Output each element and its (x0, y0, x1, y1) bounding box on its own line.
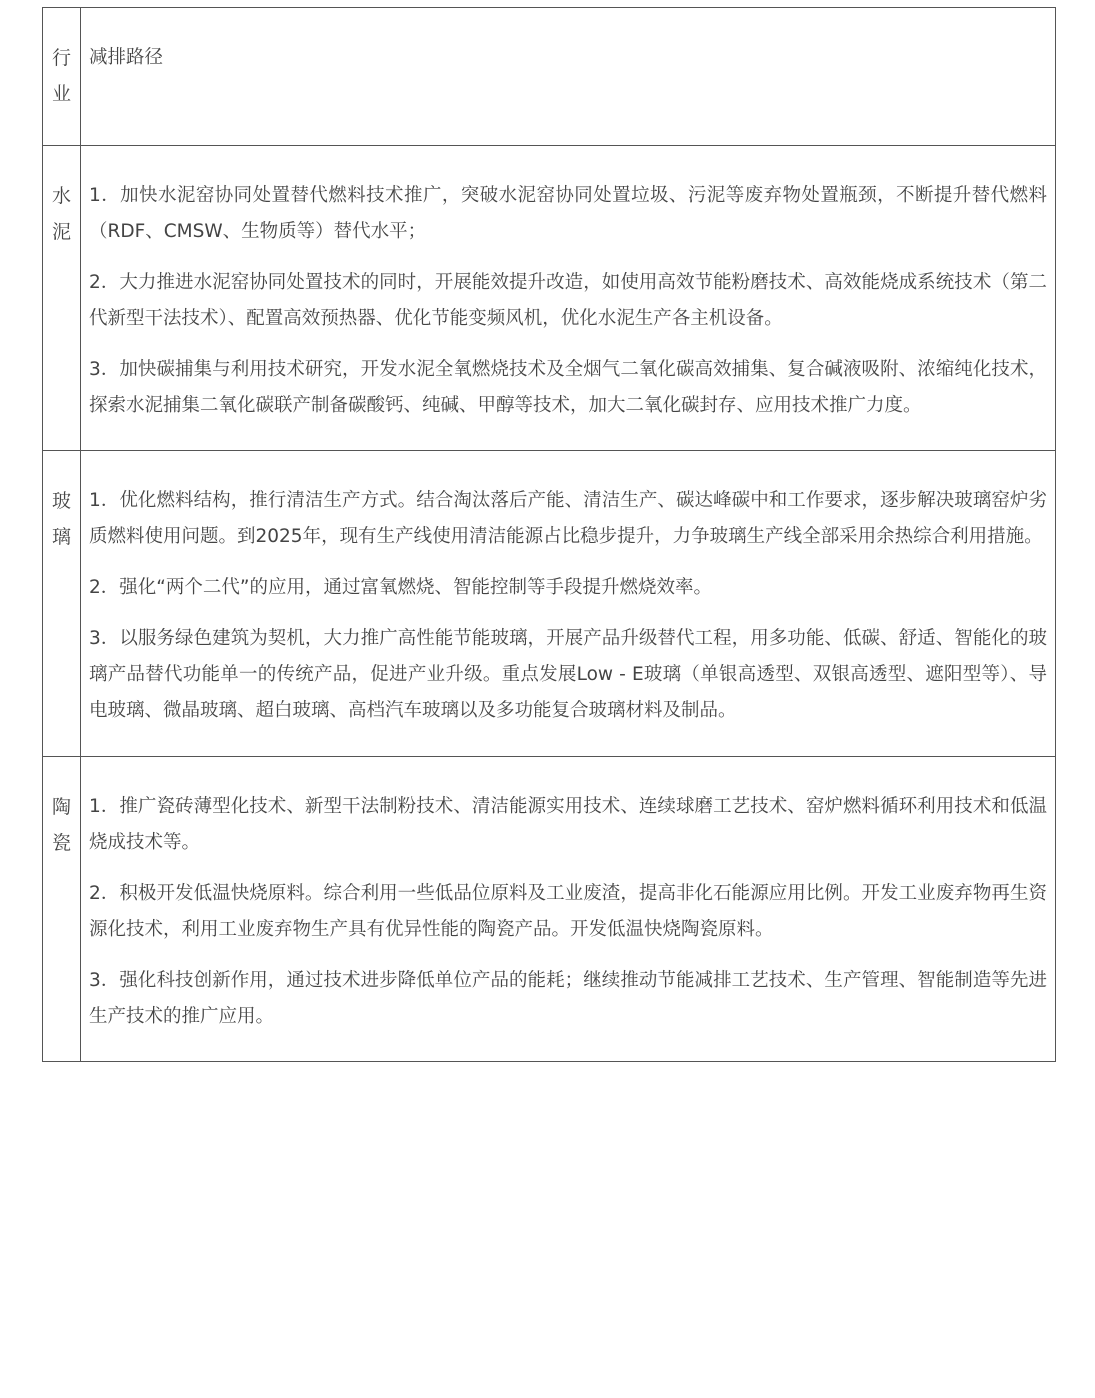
emission-reduction-table (42, 7, 1056, 1062)
path-paragraph: 3．强化科技创新作用，通过技术进步降低单位产品的能耗；继续推动节能减排工艺技术、生产管理、智能制造等先进生产技术的推广应用。 (89, 970, 1047, 1027)
path-cell (81, 146, 1056, 451)
path-paragraph: 1．优化燃料结构，推行清洁生产方式。结合淘汰落后产能、清洁生产、碳达峰碳中和工作要求，逐步解决玻璃窑炉劣质燃料使用问题。到2025年，现有生产线使用清洁能源占比稳步提升，力争玻璃生产线全部采用余热综合利用措施。 (89, 490, 1047, 547)
table-row-ceramic (43, 757, 1056, 1062)
path-cell (81, 757, 1056, 1062)
industry-cell (43, 757, 81, 1062)
path-paragraph: 1．推广瓷砖薄型化技术、新型干法制粉技术、清洁能源实用技术、连续球磨工艺技术、窑炉燃料循环利用技术和低温烧成技术等。 (89, 796, 1047, 853)
path-paragraph: 3．加快碳捕集与利用技术研究，开发水泥全氧燃烧技术及全烟气二氧化碳高效捕集、复合碱液吸附、浓缩纯化技术，探索水泥捕集二氧化碳联产制备碳酸钙、纯碱、甲醇等技术，加大二氧化碳封存、应用技术推广力度。 (89, 359, 1047, 416)
header-industry-label: 行业 (51, 47, 71, 105)
path-paragraph: 2．积极开发低温快烧原料。综合利用一些低品位原料及工业废渣，提高非化石能源应用比例。开发工业废弃物再生资源化技术，利用工业废弃物生产具有优异性能的陶瓷产品。开发低温快烧陶瓷原料。 (89, 883, 1047, 940)
path-paragraph: 2．大力推进水泥窑协同处置技术的同时，开展能效提升改造，如使用高效节能粉磨技术、高效能烧成系统技术（第二代新型干法技术）、配置高效预热器、优化节能变频风机，优化水泥生产各主机设备。 (89, 272, 1047, 329)
header-industry-cell (43, 8, 81, 146)
table-row-glass (43, 451, 1056, 757)
industry-cell (43, 451, 81, 757)
path-cell (81, 451, 1056, 757)
header-path-cell (81, 8, 1056, 146)
table-header-row (43, 8, 1056, 146)
document-page (42, 7, 1056, 1062)
industry-label-cement: 水泥 (51, 185, 71, 243)
path-paragraph: 3．以服务绿色建筑为契机，大力推广高性能节能玻璃，开展产品升级替代工程，用多功能、低碳、舒适、智能化的玻璃产品替代功能单一的传统产品，促进产业升级。重点发展Low - E玻璃（单银高透型、双银高透型、遮阳型等）、导电玻璃、微晶玻璃、超白玻璃、高档汽车玻璃以及多功能复合玻璃材料及制品。 (89, 628, 1047, 721)
table-row-cement (43, 146, 1056, 451)
path-paragraph: 2．强化“两个二代”的应用，通过富氧燃烧、智能控制等手段提升燃烧效率。 (89, 577, 712, 598)
industry-label-ceramic: 陶瓷 (51, 796, 71, 854)
path-paragraph: 1．加快水泥窑协同处置替代燃料技术推广，突破水泥窑协同处置垃圾、污泥等废弃物处置瓶颈，不断提升替代燃料（RDF、CMSW、生物质等）替代水平； (89, 185, 1047, 242)
industry-cell (43, 146, 81, 451)
header-path-label: 减排路径 (89, 47, 164, 68)
industry-label-glass: 玻璃 (51, 490, 71, 548)
